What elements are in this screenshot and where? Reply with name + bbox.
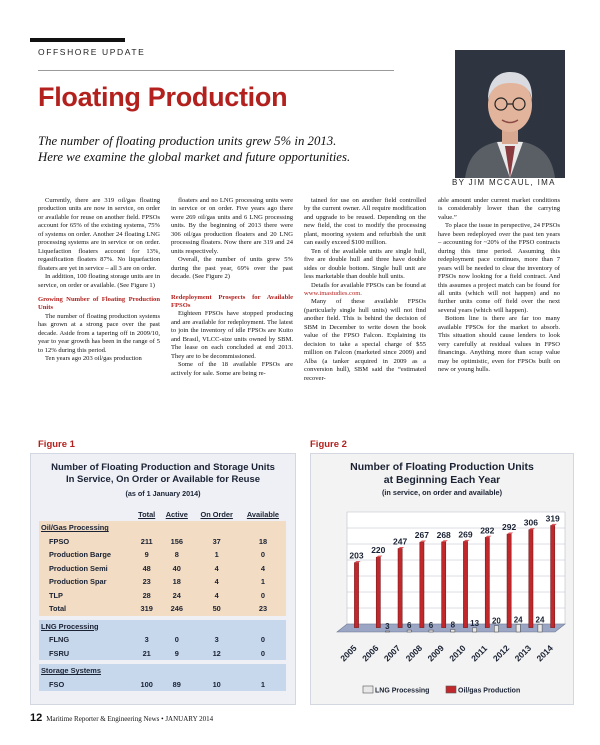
- section-label: OFFSHORE UPDATE: [38, 47, 146, 57]
- column-header: On Order: [200, 509, 233, 519]
- legend-label-oil: Oil/gas Production: [458, 687, 521, 695]
- subheading: Growing Number of Floating Production Units: [38, 295, 160, 312]
- byline: BY JIM MCCAUL, IMA: [452, 178, 556, 187]
- table-cell: 4: [193, 589, 239, 603]
- subtitle-line-1: The number of floating production units grew 5% in 2013.: [38, 134, 337, 148]
- article-column-3: [304, 197, 426, 383]
- header-rule: [38, 70, 394, 71]
- data-label-oil: 282: [480, 525, 495, 536]
- table-cell: 156: [160, 535, 193, 549]
- data-label-lng: 13: [470, 618, 480, 628]
- row-label: FSO: [39, 678, 133, 692]
- table-cell: 23: [133, 575, 160, 589]
- figure-2-label: Figure 2: [310, 439, 347, 450]
- paragraph: In addition, 100 floating storage units are in service, on order or available. (See Figure 1): [38, 273, 160, 289]
- x-tick-label: 2014: [534, 642, 555, 664]
- header-bar: [30, 38, 125, 42]
- table-cell: 0: [240, 589, 286, 603]
- row-label: FSRU: [39, 647, 133, 661]
- paragraph: tained for use on another field controlled by the current owner. All require modification and upgrade to be reused. Depending on the new field, the cost to modify the processing plant, mooring system and refurbish the unit can easily exceed $100 million.: [304, 197, 426, 247]
- subtitle-line-2: Here we examine the global market and future opportunities.: [38, 150, 351, 164]
- table-cell: 4: [193, 575, 239, 589]
- data-label-lng: 6: [428, 621, 434, 631]
- article-column-4: [438, 197, 560, 375]
- table-row: [39, 535, 286, 549]
- group-label: LNG Processing: [39, 620, 286, 634]
- bar-oil: [551, 526, 555, 628]
- bar-oil: [507, 534, 511, 627]
- data-label-oil: 220: [371, 545, 386, 556]
- table-cell: 9: [133, 548, 160, 562]
- table-cell: 23: [240, 602, 286, 616]
- data-label-oil: 292: [502, 522, 517, 533]
- table-row: [39, 647, 286, 661]
- table-cell: 21: [133, 647, 160, 661]
- paragraph-text: Details for available FPSOs can be found at: [311, 281, 426, 289]
- table-cell: 12: [193, 647, 239, 661]
- figure-1-title-line-1: Number of Floating Production and Storage Units: [51, 462, 275, 473]
- table-row: [39, 575, 286, 589]
- data-label-oil: 269: [458, 529, 473, 540]
- paragraph: Ten years ago 203 oil/gas production: [45, 355, 142, 363]
- article-subtitle: [38, 133, 398, 165]
- bar-lng: [516, 624, 520, 632]
- data-label-oil: 203: [349, 550, 364, 561]
- figure-2-chart-panel: [310, 453, 574, 705]
- bar-lng: [407, 630, 411, 632]
- website-link[interactable]: www.imastudies.com.: [304, 289, 362, 297]
- bar-lng: [473, 628, 477, 632]
- paragraph: The number of floating production systems has grown at a strong pace over the past decade. Aside from a tapering off in 2009/10, year to year growth has been in the range of 5 to 12% during this period.: [38, 312, 160, 354]
- table-cell: 50: [193, 602, 239, 616]
- figure-1-table-panel: [30, 453, 296, 705]
- chart-subtitle: (in service, on order and available): [381, 488, 503, 497]
- table-cell: 10: [193, 678, 239, 692]
- figure-1-label: Figure 1: [38, 439, 75, 450]
- bar-oil: [463, 542, 467, 628]
- table-cell: 0: [240, 548, 286, 562]
- paragraph: To place the issue in perspective, 24 FPSOs have been redeployed over the past ten years – accounting for ~20% of the FPSO contracts during this time period. Assuming this redeployment pace continues, more than 7 years will be needed to clear the inventory of FPSOs now looking for a field contract. And this assumes a project match can be found for all units (which will not happen) and no further units come off field over the next several years (which will happen).: [438, 222, 560, 314]
- bar-oil: [442, 542, 446, 628]
- table-row: [39, 562, 286, 576]
- table-cell: 4: [240, 562, 286, 576]
- bar-oil: [398, 549, 402, 628]
- table-cell: 40: [160, 562, 193, 576]
- page-footer: [30, 712, 213, 724]
- row-label: Production Barge: [39, 548, 133, 562]
- table-cell: 100: [133, 678, 160, 692]
- bar-lng: [385, 631, 389, 632]
- table-cell: 246: [160, 602, 193, 616]
- x-tick-label: 2008: [403, 642, 425, 664]
- article-title: Floating Production: [38, 82, 288, 112]
- subheading: Redeployment Prospects for Available FPSOs: [171, 293, 293, 309]
- x-tick-label: 2006: [360, 642, 381, 664]
- table-cell: 1: [240, 678, 286, 692]
- chart-title-line-2: at Beginning Each Year: [383, 474, 501, 486]
- chart-legend: [363, 686, 520, 695]
- table-cell: 3: [133, 633, 160, 647]
- table-row: [39, 678, 286, 692]
- bar-oil: [529, 530, 533, 628]
- table-cell: 319: [133, 602, 160, 616]
- data-label-lng: 3: [385, 622, 390, 632]
- bar-lng: [429, 630, 433, 632]
- bar-oil: [354, 563, 358, 628]
- table-cell: 18: [240, 535, 286, 549]
- table-row: [39, 602, 286, 616]
- bar-oil: [420, 542, 424, 627]
- bar-lng: [451, 629, 455, 632]
- publication-name: Maritime Reporter & Engineering News • JANUARY 2014: [46, 715, 214, 723]
- x-tick-label: 2005: [338, 642, 359, 664]
- article-column-2: [171, 197, 293, 378]
- figure-1-title-line-2: In Service, On Order or Available for Reuse: [65, 474, 261, 485]
- paragraph: Eighteen FPSOs have stopped producing and are available for redeployment. The latest to join the inventory of idle FPSOs are Kuito and Brasil, VLCC-size units owned by SBM. The lease on each concluded at end 2013. They are to be decommissioned.: [171, 310, 293, 360]
- table-cell: 4: [193, 562, 239, 576]
- row-label: Production Semi: [39, 562, 133, 576]
- paragraph: able amount under current market conditions is considerably lower than the carrying value.”: [438, 197, 560, 221]
- bar-lng: [494, 626, 498, 632]
- data-label-oil: 247: [393, 536, 408, 547]
- paragraph: floaters and no LNG processing units were in service or on order. Five years ago there were 269 oil/gas units and 6 LNG processing units. By the beginning of 2013 there were 306 oil/gas production floaters and 20 LNG processing floaters. Now there are 319 and 24 units respectively.: [171, 197, 293, 255]
- group-label: Storage Systems: [39, 664, 286, 678]
- bar-oil: [485, 537, 489, 627]
- table-row: [39, 548, 286, 562]
- data-label-oil: 306: [523, 517, 538, 528]
- group-label: Oil/Gas Processing: [39, 521, 286, 535]
- table-row: [39, 633, 286, 647]
- x-tick-label: 2012: [490, 642, 512, 664]
- x-tick-label: 2011: [469, 643, 490, 664]
- table-cell: 0: [240, 647, 286, 661]
- table-cell: 3: [193, 633, 239, 647]
- group-row: [39, 521, 286, 535]
- data-label-lng: 24: [535, 615, 545, 625]
- table-cell: 9: [160, 647, 193, 661]
- page-number: 12: [30, 712, 43, 724]
- paragraph: Bottom line is there are far too many available FPSOs for the market to absorb. This situation should cause lenders to look very carefully at residual values in FPSO financings. Anything more than scrap value may be optimistic, even for FPSOs built on new or young hulls.: [438, 315, 560, 374]
- data-label-lng: 20: [491, 616, 501, 626]
- data-label-oil: 268: [436, 529, 451, 540]
- table-cell: 18: [160, 575, 193, 589]
- table-header-row: [39, 507, 286, 521]
- row-label: Total: [39, 602, 133, 616]
- bar-lng: [538, 624, 542, 632]
- data-label-lng: 8: [450, 620, 456, 630]
- row-label: FLNG: [39, 633, 133, 647]
- table-cell: 28: [133, 589, 160, 603]
- x-tick-label: 2009: [425, 642, 446, 664]
- row-label: TLP: [39, 589, 133, 603]
- data-label-lng: 24: [513, 615, 523, 625]
- x-tick-label: 2007: [381, 642, 403, 664]
- x-tick-label: 2010: [447, 642, 468, 664]
- group-row: [39, 664, 286, 678]
- paragraph: Overall, the number of units grew 5% during the past year, 69% over the past decade. (See Figure 2): [171, 256, 293, 281]
- table-cell: 1: [193, 548, 239, 562]
- legend-swatch-oil: [446, 686, 456, 693]
- table-cell: 0: [160, 633, 193, 647]
- data-label-oil: 267: [414, 530, 429, 541]
- paragraph: Currently, there are 319 oil/gas floating production units are now in service, on order or available for reuse on another field. FPSOs account for 65% of the existing systems, 75% of systems on order. Another 24 floating LNG processing systems are in service or on order. Liquefaction floaters account for 13%, regasification floaters 87%. No liquefaction floaters are yet in service – all 3 are on order.: [38, 197, 160, 272]
- paragraph: Ten of the available units are single hull, five are double hull and three have double sides or double bottom. Single hull unit are less marketable than double hull units.: [304, 247, 426, 281]
- paragraph: Some of the 18 available FPSOs are actively for sale. Some are being re-: [171, 361, 293, 377]
- table-cell: 37: [193, 535, 239, 549]
- table-cell: 24: [160, 589, 193, 603]
- chart-title-line-1: Number of Floating Production Units: [350, 461, 534, 473]
- paragraph: [304, 282, 426, 299]
- column-header: Available: [246, 509, 280, 519]
- paragraph: Many of these available FPSOs (particularly single hull units) will not find another field. This is behind the decision of SBM in December to write down the book value of the FPSO Falcon. Explaining its decision to take a special charge of $55 million on Falcon (marketed since 2009) and Alba (a tanker acquired in 2009 as a conversion hull), SBM said the “estimated recover-: [304, 298, 426, 382]
- table-cell: 8: [160, 548, 193, 562]
- table-row: [39, 589, 286, 603]
- bar-chart: [311, 454, 573, 704]
- table-cell: 1: [240, 575, 286, 589]
- table-cell: 211: [133, 535, 160, 549]
- table-cell: 0: [240, 633, 286, 647]
- table-cell: 48: [133, 562, 160, 576]
- data-label-lng: 6: [406, 621, 412, 631]
- row-label: Production Spar: [39, 575, 133, 589]
- bar-oil: [376, 557, 380, 627]
- legend-swatch-lng: [363, 686, 373, 693]
- row-label: FPSO: [39, 535, 133, 549]
- legend-label-lng: LNG Processing: [375, 687, 430, 695]
- table-cell: 89: [160, 678, 193, 692]
- figure-1-date-note: (as of 1 January 2014): [125, 489, 201, 498]
- column-header: Total: [138, 509, 156, 519]
- group-row: [39, 620, 286, 634]
- article-column-1: [38, 197, 160, 364]
- x-tick-label: 2013: [512, 642, 534, 664]
- column-header: Active: [165, 509, 188, 519]
- units-table: [39, 507, 286, 691]
- data-label-oil: 319: [545, 513, 560, 524]
- author-photo: [455, 50, 565, 178]
